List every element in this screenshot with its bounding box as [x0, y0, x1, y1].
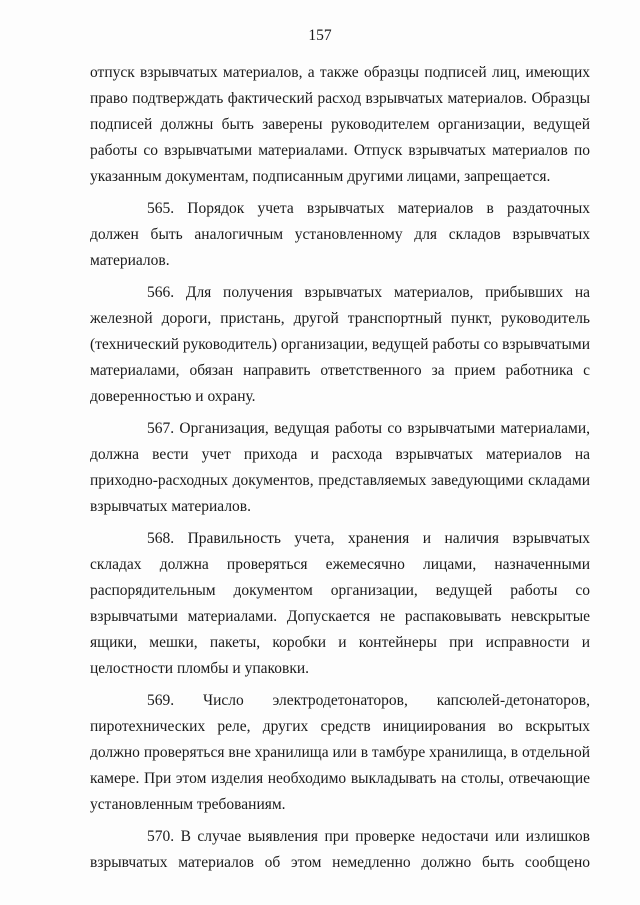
text-line: целостности пломбы и упаковки. — [90, 660, 310, 677]
page-number: 157 — [308, 27, 332, 44]
text-line: взрывчатых материалов об этом немедленно должно быть сообщено — [90, 854, 590, 871]
text-line: материалов. — [90, 252, 170, 269]
text-line: установленным требованиям. — [90, 796, 286, 813]
paragraph-567 — [90, 416, 590, 520]
paragraph-568 — [90, 526, 590, 682]
paragraph-570 — [90, 824, 590, 876]
text-line: 567. Организация, ведущая работы со взрывчатыми материалами, — [147, 420, 590, 437]
text-line: распорядительным документом организации, ведущей работы со — [90, 582, 590, 599]
text-line: камере. При этом изделия необходимо выкладывать на столы, отвечающие — [90, 770, 590, 787]
text-line: должна вести учет прихода и расхода взрывчатых материалов на — [90, 446, 590, 463]
text-line: (технический руководитель) организации, ведущей работы со взрывчатыми — [90, 336, 590, 353]
text-line: подписей должны быть заверены руководителем организации, ведущей — [90, 116, 590, 133]
text-line: 569. Число электродетонаторов, капсюлей-детонаторов, — [147, 692, 590, 709]
text-line: указанным документам, подписанным другими лицами, запрещается. — [90, 168, 551, 185]
text-line: отпуск взрывчатых материалов, а также образцы подписей лиц, имеющих — [90, 64, 590, 81]
text-line: складах должна проверяться ежемесячно лицами, назначенными — [90, 556, 590, 573]
text-line: приходно-расходных документов, представляемых заведующими складами — [90, 472, 590, 489]
text-line: материалами, обязан направить ответственного за прием работника с — [90, 362, 590, 379]
text-line: пиротехнических реле, других средств инициирования во вскрытых — [90, 718, 590, 735]
document-body — [90, 60, 590, 876]
paragraph-569 — [90, 688, 590, 818]
text-line: взрывчатых материалов. — [90, 498, 251, 515]
text-line: право подтверждать фактический расход взрывчатых материалов. Образцы — [90, 90, 590, 107]
text-line: должен быть аналогичным установленному для складов взрывчатых — [90, 226, 590, 243]
text-line: должно проверяться вне хранилища или в тамбуре хранилища, в отдельной — [90, 744, 590, 761]
text-line: 570. В случае выявления при проверке недостачи или излишков — [147, 828, 590, 845]
paragraph-continuation — [90, 60, 590, 190]
text-line: доверенностью и охрану. — [90, 388, 256, 405]
text-line: 568. Правильность учета, хранения и наличия взрывчатых — [147, 530, 590, 547]
text-line: работы со взрывчатыми материалами. Отпуск взрывчатых материалов по — [90, 142, 590, 159]
text-line: железной дороги, пристань, другой транспортный пункт, руководитель — [90, 310, 590, 327]
text-line: 566. Для получения взрывчатых материалов, прибывших на — [147, 284, 590, 301]
paragraph-565 — [90, 196, 590, 274]
text-line: взрывчатыми материалами. Допускается не распаковывать невскрытые — [90, 608, 590, 625]
paragraph-566 — [90, 280, 590, 410]
text-line: 565. Порядок учета взрывчатых материалов в раздаточных — [147, 200, 590, 217]
text-line: ящики, мешки, пакеты, коробки и контейнеры при исправности и — [90, 634, 590, 651]
